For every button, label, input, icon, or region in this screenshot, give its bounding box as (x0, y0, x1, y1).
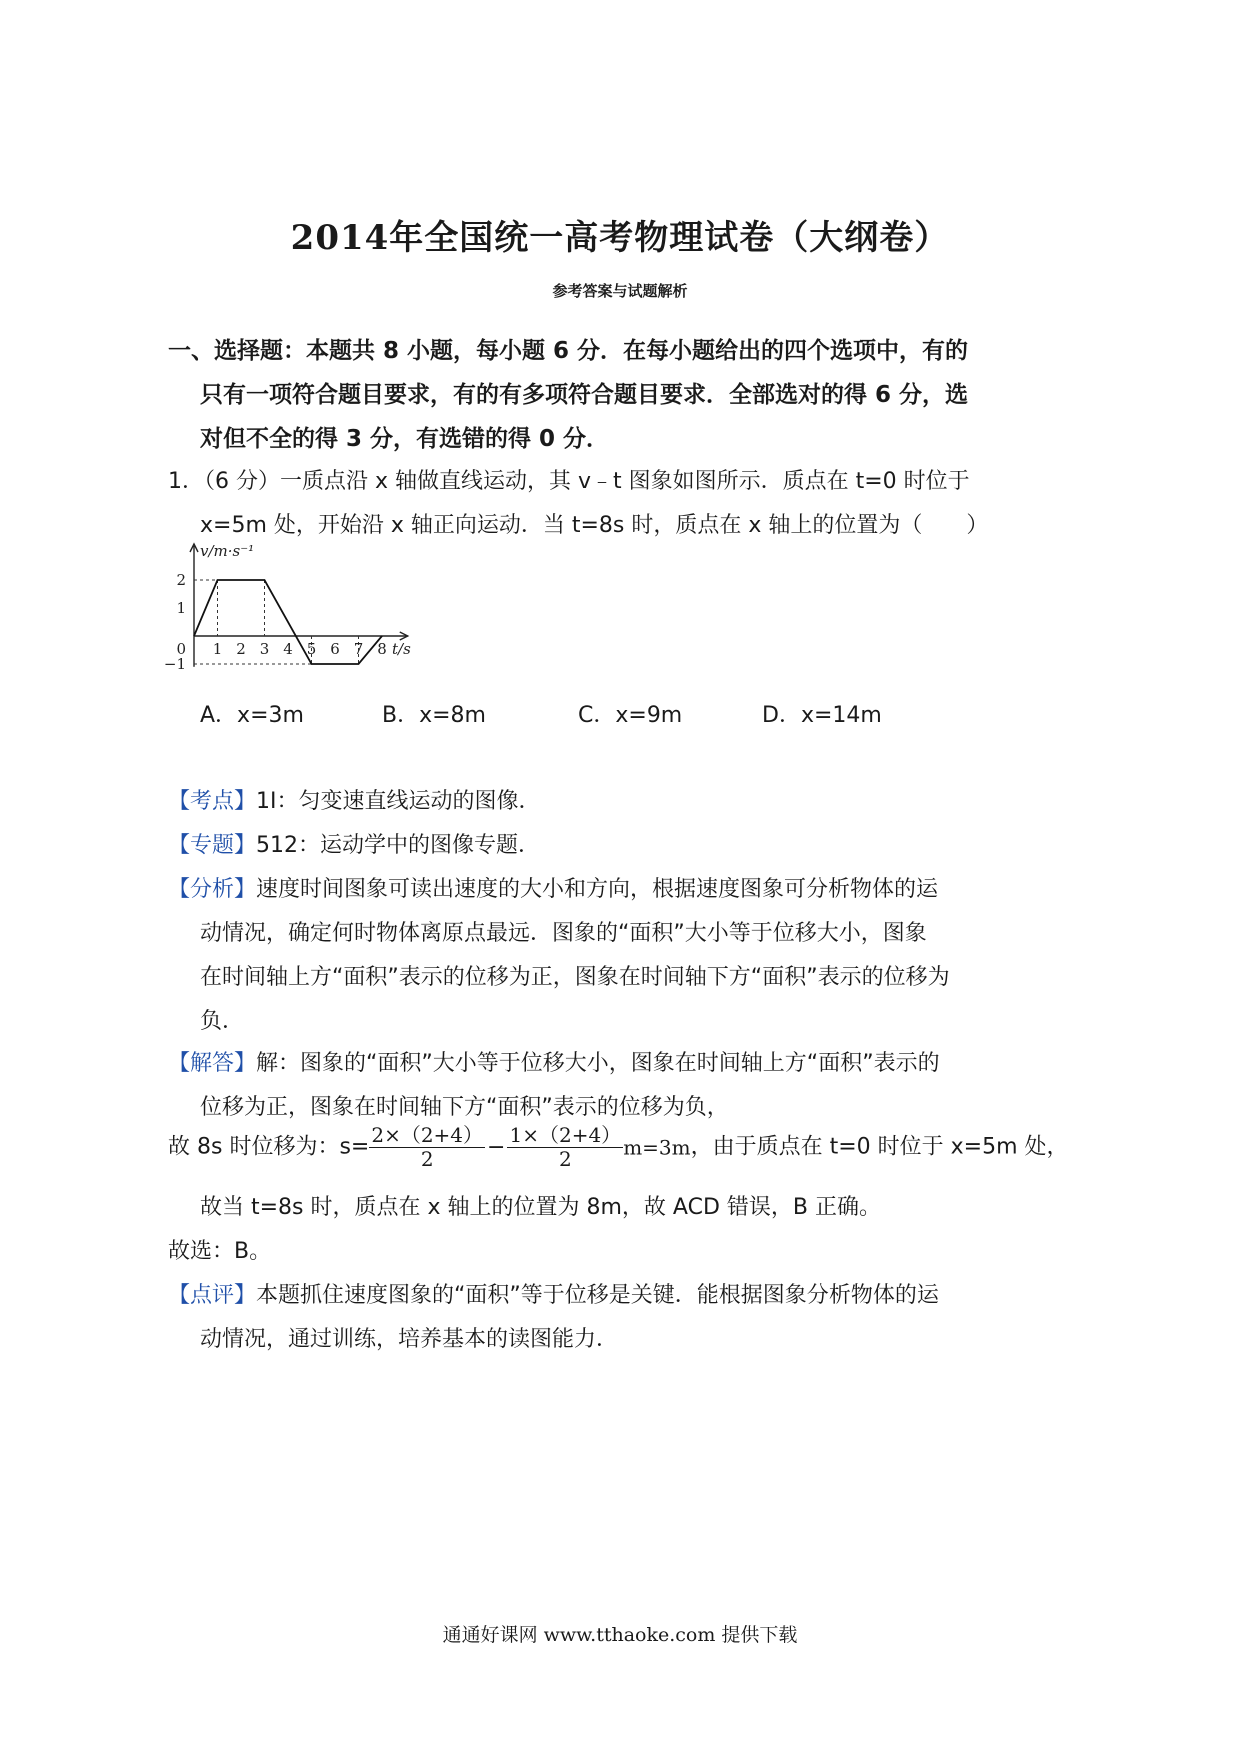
y-tick-label: 2 (176, 571, 186, 589)
y-tick-label: 0 (176, 640, 186, 658)
formula-row (168, 1124, 1069, 1171)
question-line-2: x=5m 处，开始沿 x 轴正向运动．当 t=8s 时，质点在 x 轴上的位置为（ ） (200, 513, 989, 538)
x-tick-label: 1 (212, 640, 223, 658)
x-tick-label: 3 (259, 640, 270, 658)
y-tick-label: 1 (176, 599, 186, 617)
x-tick-label: 6 (330, 640, 340, 658)
footer-text: 通通好课网 www.tthaoke.com 提供下载 (442, 1624, 798, 1646)
x-tick-label: 2 (236, 640, 246, 658)
jieda-line-2: 位移为正，图象在时间轴下方“面积”表示的位移为负， (200, 1095, 729, 1120)
fraction-1 (369, 1124, 485, 1171)
fraction-2 (507, 1124, 623, 1171)
jieda-line-1: 解：图象的“面积”大小等于位移大小，图象在时间轴上方“面积”表示的 (256, 1051, 940, 1076)
fraction-1-denominator: 2 (420, 1147, 434, 1171)
x-tick-label: 8 (377, 640, 387, 658)
kaodian-text: 1I：匀变速直线运动的图像． (256, 789, 541, 814)
section-line-1: 一、选择题：本题共 8 小题，每小题 6 分．在每小题给出的四个选项中，有的 (168, 338, 969, 364)
question-line-1: 1．（6 分）一质点沿 x 轴做直线运动，其 v﹣t 图象如图所示．质点在 t=0 时位于 (168, 469, 970, 494)
formula-suffix: ，由于质点在 t=0 时位于 x=5m 处， (690, 1134, 1069, 1160)
page-title: 2014年全国统一高考物理试卷（大纲卷） (290, 218, 950, 258)
x-tick-label: 7 (353, 640, 364, 658)
choice-d: D．x=14m (762, 703, 882, 728)
zhuanti-row (168, 828, 540, 859)
choice-c: C．x=9m (578, 703, 683, 728)
zhuanti-text: 512：运动学中的图像专题． (256, 833, 541, 858)
x-tick-label: 5 (306, 640, 317, 658)
dianping-row (168, 1278, 939, 1309)
x-axis-label: t/s (392, 640, 411, 658)
formula-prefix: 故 8s 时位移为：s= (168, 1134, 370, 1160)
dianping-tag: 【点评】 (168, 1283, 257, 1308)
page-subtitle: 参考答案与试题解析 (552, 282, 688, 300)
jieda-row (168, 1046, 940, 1077)
fraction-2-denominator: 2 (558, 1147, 572, 1171)
zhuanti-tag: 【专题】 (168, 833, 257, 858)
fenxi-line-3: 在时间轴上方“面积”表示的位移为正，图象在时间轴下方“面积”表示的位移为 (200, 965, 950, 990)
section-line-3: 对但不全的得 3 分，有选错的得 0 分． (200, 426, 610, 452)
fenxi-line-2: 动情况，确定何时物体离原点最远．图象的“面积”大小等于位移大小，图象 (200, 921, 927, 946)
dianping-line-1: 本题抓住速度图象的“面积”等于位移是关键．能根据图象分析物体的运 (256, 1283, 939, 1308)
formula-result: m=3m (623, 1135, 691, 1160)
x-tick-label: 4 (283, 640, 293, 658)
fenxi-line-4: 负． (200, 1009, 245, 1034)
fraction-1-numerator: 2×（2+4） (371, 1123, 484, 1147)
fraction-2-numerator: 1×（2+4） (509, 1123, 622, 1147)
y-tick-label: −1 (163, 655, 186, 673)
kaodian-row (168, 784, 541, 815)
kaodian-tag: 【考点】 (168, 789, 257, 814)
choice-a: A．x=3m (200, 703, 304, 728)
section-line-2: 只有一项符合题目要求，有的有多项符合题目要求．全部选对的得 6 分，选 (200, 382, 969, 408)
dianping-line-2: 动情况，通过训练，培养基本的读图能力． (200, 1327, 619, 1352)
fenxi-row (168, 872, 938, 903)
formula-minus: − (487, 1134, 506, 1160)
choice-b: B．x=8m (382, 703, 486, 728)
answer-line: 故选：B。 (168, 1239, 272, 1264)
conclusion-line: 故当 t=8s 时，质点在 x 轴上的位置为 8m，故 ACD 错误，B 正确。 (200, 1195, 881, 1220)
fenxi-tag: 【分析】 (168, 877, 257, 902)
jieda-tag: 【解答】 (168, 1051, 257, 1076)
y-axis-label: v/m·s⁻¹ (200, 542, 255, 560)
vt-chart (160, 540, 420, 690)
fenxi-line-1: 速度时间图象可读出速度的大小和方向，根据速度图象可分析物体的运 (256, 877, 939, 902)
